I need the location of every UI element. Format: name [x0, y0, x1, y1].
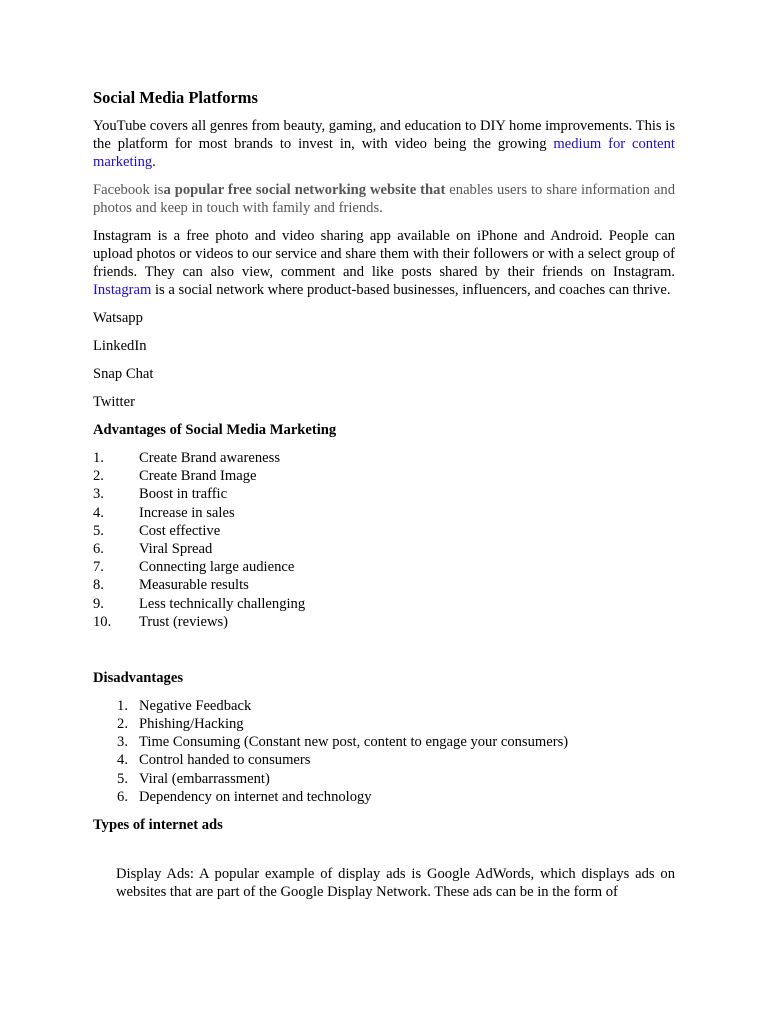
instagram-text: Instagram is a free photo and video sharing app available on iPhone and Android. People can upload photos or videos to our service and share them with their followers or with a select group of friends. They can also view, comment and like posts shared by their friends on Instagram. [93, 228, 675, 280]
list-number: 6. [117, 788, 128, 805]
list-text: Cost effective [139, 522, 221, 539]
disadvantages-list [93, 697, 675, 806]
instagram-paragraph [93, 227, 675, 299]
list-number: 6. [93, 540, 104, 557]
list-item [93, 715, 675, 733]
youtube-paragraph [93, 117, 675, 171]
platform-snapchat: Snap Chat [93, 366, 154, 382]
list-number: 3. [93, 486, 104, 503]
list-item [93, 733, 675, 751]
list-number: 10. [93, 613, 112, 630]
list-item [93, 522, 675, 540]
list-number: 4. [93, 504, 104, 521]
list-text: Create Brand awareness [139, 450, 281, 466]
list-text: Trust (reviews) [139, 613, 229, 630]
display-ads-paragraph: Display Ads: A popular example of display ads is Google AdWords, which displays ads on websites that are part of the Google Display Network. These ads can be in the form of [116, 866, 675, 900]
list-text: Boost in traffic [139, 486, 228, 503]
facebook-bold-phrase: a popular free social networking website that [163, 182, 446, 198]
list-text: Less technically challenging [139, 595, 306, 612]
list-text: Create Brand Image [139, 468, 257, 485]
list-number: 3. [117, 734, 128, 751]
list-item [93, 558, 675, 576]
list-item [93, 485, 675, 503]
list-number: 8. [93, 577, 104, 594]
advantages-list [93, 449, 675, 631]
list-text: Viral Spread [139, 540, 213, 557]
advantages-heading: Advantages of Social Media Marketing [93, 422, 337, 438]
list-number: 2. [93, 468, 104, 485]
list-number: 5. [117, 770, 128, 787]
youtube-text: YouTube covers all genres from beauty, gaming, and education to DIY home improvements. This is the platform for most brands to invest in, with video being the growing [93, 118, 675, 152]
platform-linkedin: LinkedIn [93, 338, 147, 354]
list-text: Dependency on internet and technology [139, 788, 372, 805]
list-text: Connecting large audience [139, 559, 295, 576]
list-number: 1. [117, 697, 128, 714]
list-number: 7. [93, 559, 104, 576]
facebook-paragraph [93, 181, 675, 217]
list-text: Measurable results [139, 577, 249, 594]
instagram-rest: is a social network where product-based businesses, influencers, and coaches can thrive. [151, 282, 671, 298]
list-text: Time Consuming (Constant new post, content to engage your consumers) [139, 734, 569, 751]
list-item [93, 595, 675, 613]
youtube-end: . [152, 154, 156, 170]
facebook-rest: enables users to share information and photos and keep in touch with family and friends. [93, 182, 675, 216]
list-text: Increase in sales [139, 504, 235, 521]
document-page [93, 88, 675, 911]
content-marketing-link[interactable]: medium for content marketing [93, 136, 675, 170]
list-text: Control handed to consumers [139, 752, 311, 769]
spacer [93, 844, 675, 865]
list-number: 2. [117, 716, 128, 733]
list-number: 4. [117, 752, 128, 769]
ads-heading: Types of internet ads [93, 817, 223, 833]
platform-watsapp: Watsapp [93, 310, 143, 326]
spacer [93, 631, 675, 669]
list-item [93, 613, 675, 631]
list-number: 1. [93, 450, 104, 466]
list-number: 5. [93, 522, 104, 539]
page-title: Social Media Platforms [93, 88, 258, 107]
list-item [93, 540, 675, 558]
facebook-prefix: Facebook is [93, 182, 164, 198]
list-text: Negative Feedback [139, 697, 252, 714]
list-item [93, 449, 675, 467]
list-text: Viral (embarrassment) [139, 770, 270, 787]
list-item [93, 576, 675, 594]
list-item [93, 467, 675, 485]
list-item [93, 788, 675, 806]
disadvantages-heading: Disadvantages [93, 669, 184, 686]
list-item [93, 770, 675, 788]
list-number: 9. [93, 595, 104, 612]
list-text: Phishing/Hacking [139, 716, 244, 733]
platform-twitter: Twitter [93, 394, 135, 410]
list-item [93, 697, 675, 715]
list-item [93, 504, 675, 522]
instagram-link[interactable]: Instagram [93, 282, 152, 298]
list-item [93, 751, 675, 769]
